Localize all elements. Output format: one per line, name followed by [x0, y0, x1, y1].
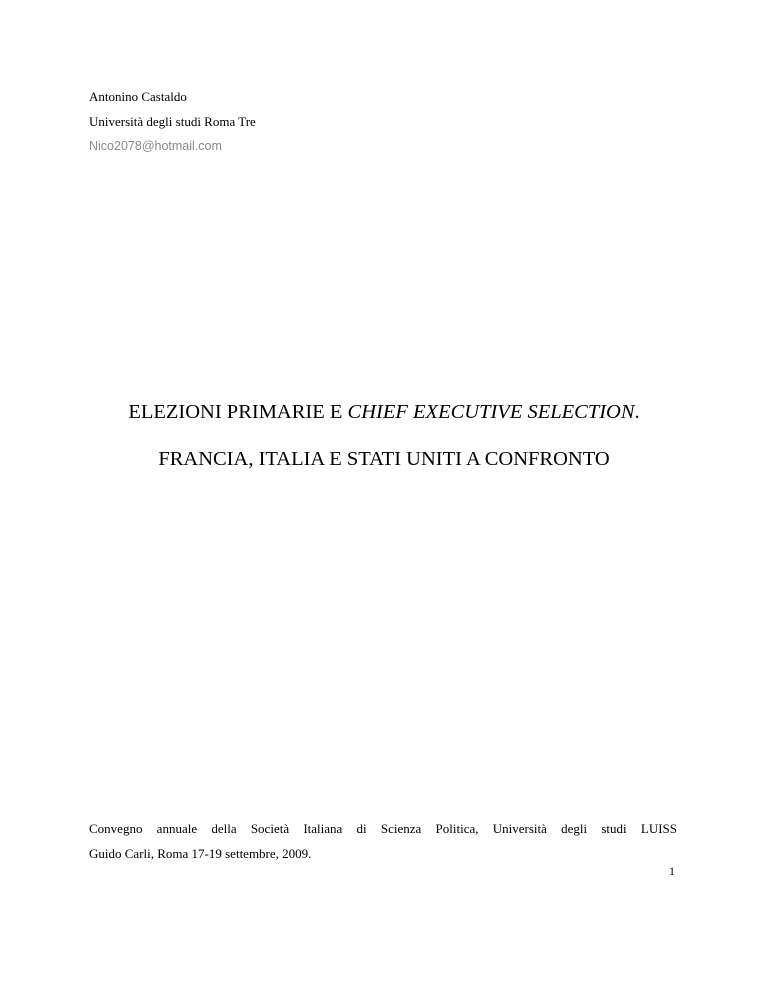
title-line-1-suffix: . — [634, 401, 640, 423]
author-email[interactable]: Nico2078@hotmail.com — [89, 139, 222, 153]
title-line-2: FRANCIA, ITALIA E STATI UNITI A CONFRONTO — [158, 448, 610, 470]
title-line-1 — [0, 389, 768, 436]
title-line-1-italic: CHIEF EXECUTIVE SELECTION — [347, 401, 635, 423]
author-block — [89, 84, 256, 159]
title-line-1-prefix: ELEZIONI PRIMARIE E — [128, 401, 348, 423]
conference-note-line-2: Guido Carli, Roma 17-19 settembre, 2009. — [89, 846, 312, 861]
paper-title — [0, 389, 768, 483]
conference-note — [89, 816, 677, 866]
conference-note-line-1: Convegno annuale della Società Italiana di Scienza Politica, Università degli studi LUISS — [89, 821, 677, 836]
author-affiliation: Università degli studi Roma Tre — [89, 114, 256, 129]
page-number: 1 — [669, 864, 675, 878]
author-name: Antonino Castaldo — [89, 89, 187, 104]
